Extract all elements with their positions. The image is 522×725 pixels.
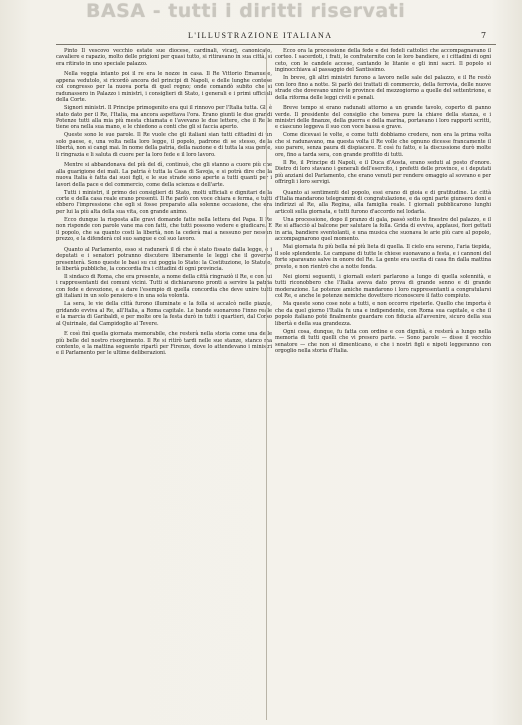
paragraph: Quanto ai sentimenti del popolo, essi erano di gioia e di gratitudine. Le città d'Italia mandarono telegrammi di congratulazione, e da ogni parte giunsero doni e indirizzi al Re, alla Regina, alla famiglia reale. I giornali pubblicarono lunghi articoli sulla giornata, e tutti furono d'accordo nel lodarla. <box>275 189 491 215</box>
paragraph: Il sindaco di Roma, che era presente, a nome della città ringraziò il Re, e con lui i rappresentanti dei comuni vicini. Tutti si dichiararono pronti a servire la patria con fede e devozione, e a dare l'esempio di quella concordia che deve unire tutti gli italiani in un solo pensiero e in una sola volontà. <box>56 274 272 300</box>
paragraph: Mai giornata fu più bella né più lieta di quella. Il cielo era sereno, l'aria tiepida, il sole splendente. Le campane di tutte le chiese suonavano a festa, e i cannoni del forte sparavano salve in onore del Re. La gente era uscita di casa fin dalla mattina presto, e non rientrò che a notte fonda. <box>275 244 491 270</box>
paragraph: Ma queste sono cose note a tutti, e non occorre ripeterle. Quello che importa è che da quel giorno l'Italia fu una e indipendente, con Roma sua capitale, e che il popolo italiano poté finalmente guardare con fiducia all'avvenire, sicuro della sua libertà e della sua grandezza. <box>275 301 491 327</box>
publication-title: L'ILLUSTRAZIONE ITALIANA <box>188 31 333 40</box>
column-divider <box>266 48 267 720</box>
paragraph: Nella veggia intanto poi il re era le nozze in casa. Il Re Vittorio Emanuele, appena vedutolo, si ricordò ancora del principi di Napoli, e delle lunghe contese col congresso per la nuova porta di quel regno; onde comandò subito che si radunassero in Palazzo i ministri, i consiglieri di Stato, i generali e i primi ufficiali della Corte. <box>56 71 272 104</box>
paragraph: Nei giorni seguenti, i giornali esteri parlarono a lungo di quella solennità, e tutti riconobbero che l'Italia aveva dato prova di grande senno e di grande moderazione. Le potenze amiche mandarono i loro rappresentanti a congratularsi col Re, e anche le potenze nemiche dovettero riconoscere il fatto compiuto. <box>275 274 491 300</box>
paragraph: Mentre si abbandonava del più del dì, continuò, che gli stanno a cuore più che alla guarigione dei mali. La patria è tutta la Casa di Savoja, e si potrà dire che la nuova Italia è fatta dai suoi figli, e le sue strade sono aperte a tutti quanti per i lavori della pace e del commercio, come della scienza e dell'arte. <box>56 162 272 188</box>
paragraph: Una processione, dopo il pranzo di gala, passò sotto le finestre del palazzo, e il Re si affacciò al balcone per salutare la folla. Grida di evviva, applausi, fiori gettati in aria, bandiere sventolanti, e una musica che suonava le arie più care al popolo, accompagnarono quel momento. <box>275 216 491 243</box>
paragraph: Signori ministri. Il Principe primogenito era qui il rinnovo per l'Italia tutta. Gli è stato dato per il Re, l'Italia, ma ancora aspettava l'ora. Erano giunti le due grandi Potenze tutti alla mia più mesta chiamata e l'avevano le due lettere, che il Re le tiene ora nella sua mano, e le chiedono a conti che gli si faccia aperto. <box>56 105 272 131</box>
paragraph: Ecco dunque la risposta alle gravi domande fatte nella lettera del Papa. Il Re non risponde con parole vane ma con fatti, che tutti possono vedere e giudicare. E il popolo, che sa quanto costi la libertà, non la cederà mai a nessuno per nessun prezzo, e la difenderà col suo sangue e col suo lavoro. <box>56 216 272 243</box>
paragraph: Quanto al Parlamento, esso si radunerà il dì che è stato fissato dalla legge, e i deputati e i senatori potranno discutere liberamente le leggi che il governo presenterà. Sono queste le basi su cui poggia lo Stato: la Costituzione, lo Statuto, le libertà pubbliche, la concordia fra i cittadini di ogni provincia. <box>56 246 272 273</box>
paragraph: Come dicevasi le volte, e come tutti dobbiamo credere, non era la prima volta che si radunavano, ma questa volta il Re volle che ognuno dicesse francamente il suo parere, senza paura di dispiacere. E così fu fatto, e la discussione durò molte ore, fino a tarda sera, con grande profitto di tutti. <box>275 132 491 158</box>
paragraph: Pinto Il vescovo vecchio estate sue diocese, cardinali, vicarj, canonicato, cavaliere e rapazio, molto delle prigioni per quasi tutto, si ritiravano in sua città, si era ritirato in uno speciale palazzo. <box>56 48 272 67</box>
paragraph: Breve tempo si erano radunati attorno a un grande tavolo, coperto di panno verde. Il presidente del consiglio che teneva pure la chiave della stanza, e i ministri delle finanze, della guerra e della marina, portavano i loro rapporti scritti, e ciascuno leggeva il suo con voce bassa e grave. <box>275 105 491 131</box>
page-number: 7 <box>481 31 487 40</box>
running-header <box>0 30 522 44</box>
paragraph: In breve, gli altri ministri furono a lavoro nelle sale del palazzo, e il Re restò con loro fino a notte. Si parlò dei trattati di commercio, della ferrovia, delle nuove strade che dovevano unire le province del mezzogiorno a quelle del settentrione, e della riforma delle leggi civili e penali. <box>275 75 491 101</box>
text-column-left <box>56 48 272 720</box>
paragraph: Tutti i ministri, il primo dei consiglieri di Stato, molti ufficiali e dignitari della corte e della casa reale erano presenti. Il Re parlò con voce chiara e ferma, e tutti ebbero l'impressione che egli si fosse preparato alla solenne occasione, che era per lui la più alta della sua vita, con grande animo. <box>56 189 272 215</box>
paragraph: Il Re, il Principe di Napoli, e il Duca d'Aosta, erano seduti al posto d'onore. Dietro di loro stavano i generali dell'esercito, i prefetti delle province, e i deputati più anziani del Parlamento, che erano venuti per rendere omaggio al sovrano e per offrirgli i loro servigi. <box>275 159 491 186</box>
text-column-right <box>275 48 491 720</box>
paragraph: E così finì quella giornata memorabile, che resterà nella storia come una delle più belle del nostro risorgimento. Il Re si ritirò tardi nelle sue stanze, stanco ma contento, e la mattina seguente ripartì per Firenze, dove lo attendevano i ministri e il Parlamento per le ultime deliberazioni. <box>56 331 272 357</box>
paragraph: Queste sono le sue parole. Il Re vuole che gli italiani sian tutti cittadini di un solo paese, e, una volta nella loro legge, il popolo, padrone di se stesso, della libertà, non si cangi mai. In nome della patria, della nazione e di tutta la sua gente, li ringrazia e li saluta di cuore per la loro fede e il loro lavoro. <box>56 132 272 158</box>
paragraph: Ogni cosa, dunque, fu fatta con ordine e con dignità, e resterà a lungo nella memoria di tutti quelli che vi presero parte. — Sono parole — disse il vecchio senatore — che non si dimenticano, e che i nostri figli e nipoti leggeranno con orgoglio nella storia d'Italia. <box>275 328 491 354</box>
paragraph: Ecco ora la processione della fede e dei fedeli cattolici che accompagnavano il corteo. I sacerdoti, i frati, le confraternite con le loro bandiere, e i cittadini di ogni ceto, con le candele accese, cantando le litanie e gli inni sacri. Il popolo si inginocchiava al passaggio del Santissimo. <box>275 48 491 74</box>
watermark-text: BASA - tutti i diritti riservati <box>86 0 406 22</box>
paragraph: La sera, le vie della città furono illuminate e la folla si accalcò nelle piazze, gridando evviva al Re, all'Italia, a Roma capitale. Le bande suonarono l'inno reale e la marcia di Garibaldi, e per molte ore la festa durò in tutti i quartieri, dal Corso al Quirinale, dal Campidoglio al Tevere. <box>56 301 272 327</box>
header-rule <box>56 44 496 45</box>
